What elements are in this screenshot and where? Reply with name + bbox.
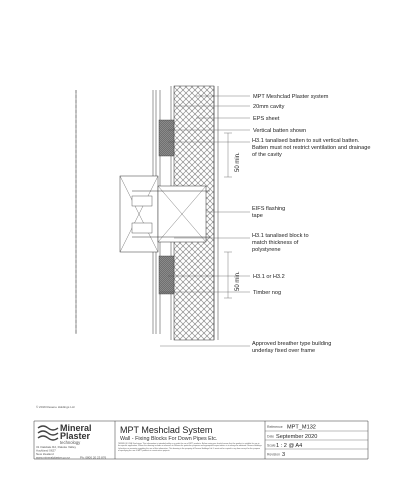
label-underlay: Approved breather type building underlay fixed over frame: [252, 341, 332, 354]
label-underlay-wrap: [252, 341, 362, 367]
brand-name-2: Plaster: [60, 431, 91, 441]
address-line-3: New Zealand: [36, 452, 54, 456]
label-system: MPT Meshclad Plaster system: [253, 94, 329, 100]
upper-dimension-label: 50 min.: [235, 152, 241, 172]
upper-dimension: [224, 133, 241, 177]
revision-key: Revision: [267, 452, 281, 457]
disclaimer: TERMS OF USE Disclaimer: This information is intended solely as a guide for use of MPT products. Before using you should ensure that the product is suitable for use in the specific application. Where the drawing includes a reference to Resene for particular purposes and appropriate expert advice is to always be obtained. Resene Holdings Ltd makes no warranty regarding the use of this information. This drawing is the property of Resene Holdings Ltd. It must not be copied in any form except for the purpose of specifying the use of MPT products in construction projects.: [118, 443, 262, 452]
brand-logo-icon: [38, 426, 58, 440]
date-value: September 2020: [276, 434, 318, 440]
scale-value: 1 : 2 @ A4: [276, 443, 303, 449]
label-nog: Timber nog: [253, 290, 282, 296]
label-h31-batten-wrap: [252, 138, 372, 178]
address-line-1: 31 Oakdale Rd, Ratoke Valley: [36, 445, 76, 449]
label-cavity: 20mm cavity: [253, 104, 285, 110]
label-h31-h32: H3.1 or H3.2: [253, 274, 285, 280]
fixing-block-assembly: [120, 176, 210, 252]
lower-dimension: [224, 252, 241, 298]
brand-tagline: technology: [60, 440, 81, 445]
lower-dimension-label: 50 min.: [235, 271, 241, 291]
date-key: Date: [267, 434, 275, 439]
disclaimer-wrap: [115, 442, 265, 459]
address-line-2: Auckland 0627: [36, 448, 56, 453]
scale-key: Scale: [267, 443, 276, 448]
lower-batten: [159, 256, 174, 294]
label-eps: EPS sheet: [253, 116, 280, 122]
website: www.mineralplaster.co.nz: [36, 455, 70, 460]
revision-value: 3: [282, 452, 286, 458]
reference-key: Reference: [267, 425, 283, 429]
brand-name: Mineral: [60, 423, 92, 433]
copyright-text: © 2019 Resene Holdings Ltd: [36, 405, 75, 409]
reference-value: MPT_M132: [287, 424, 316, 431]
drawing-title: MPT Meshclad System: [120, 425, 213, 435]
label-eifs-wrap: [252, 206, 312, 226]
drawing-subtitle: Wall - Fixing Blocks For Down Pipes Etc.: [120, 436, 218, 442]
phone: Ph: 0800 20 23 876: [80, 455, 107, 460]
label-h31-batten: H3.1 tanalised batten to suit vertical batten. Batten must not restrict ventilation and drainage of the cavity: [252, 138, 371, 158]
label-batten-shown: Vertical batten shown: [253, 128, 307, 134]
label-eifs: EIFS flashing tape: [252, 206, 286, 219]
upper-batten: [159, 120, 174, 156]
label-h31-block-wrap: [252, 233, 352, 259]
label-h31-block: H3.1 tanalised block to match thickness of polystyrene: [252, 233, 309, 253]
